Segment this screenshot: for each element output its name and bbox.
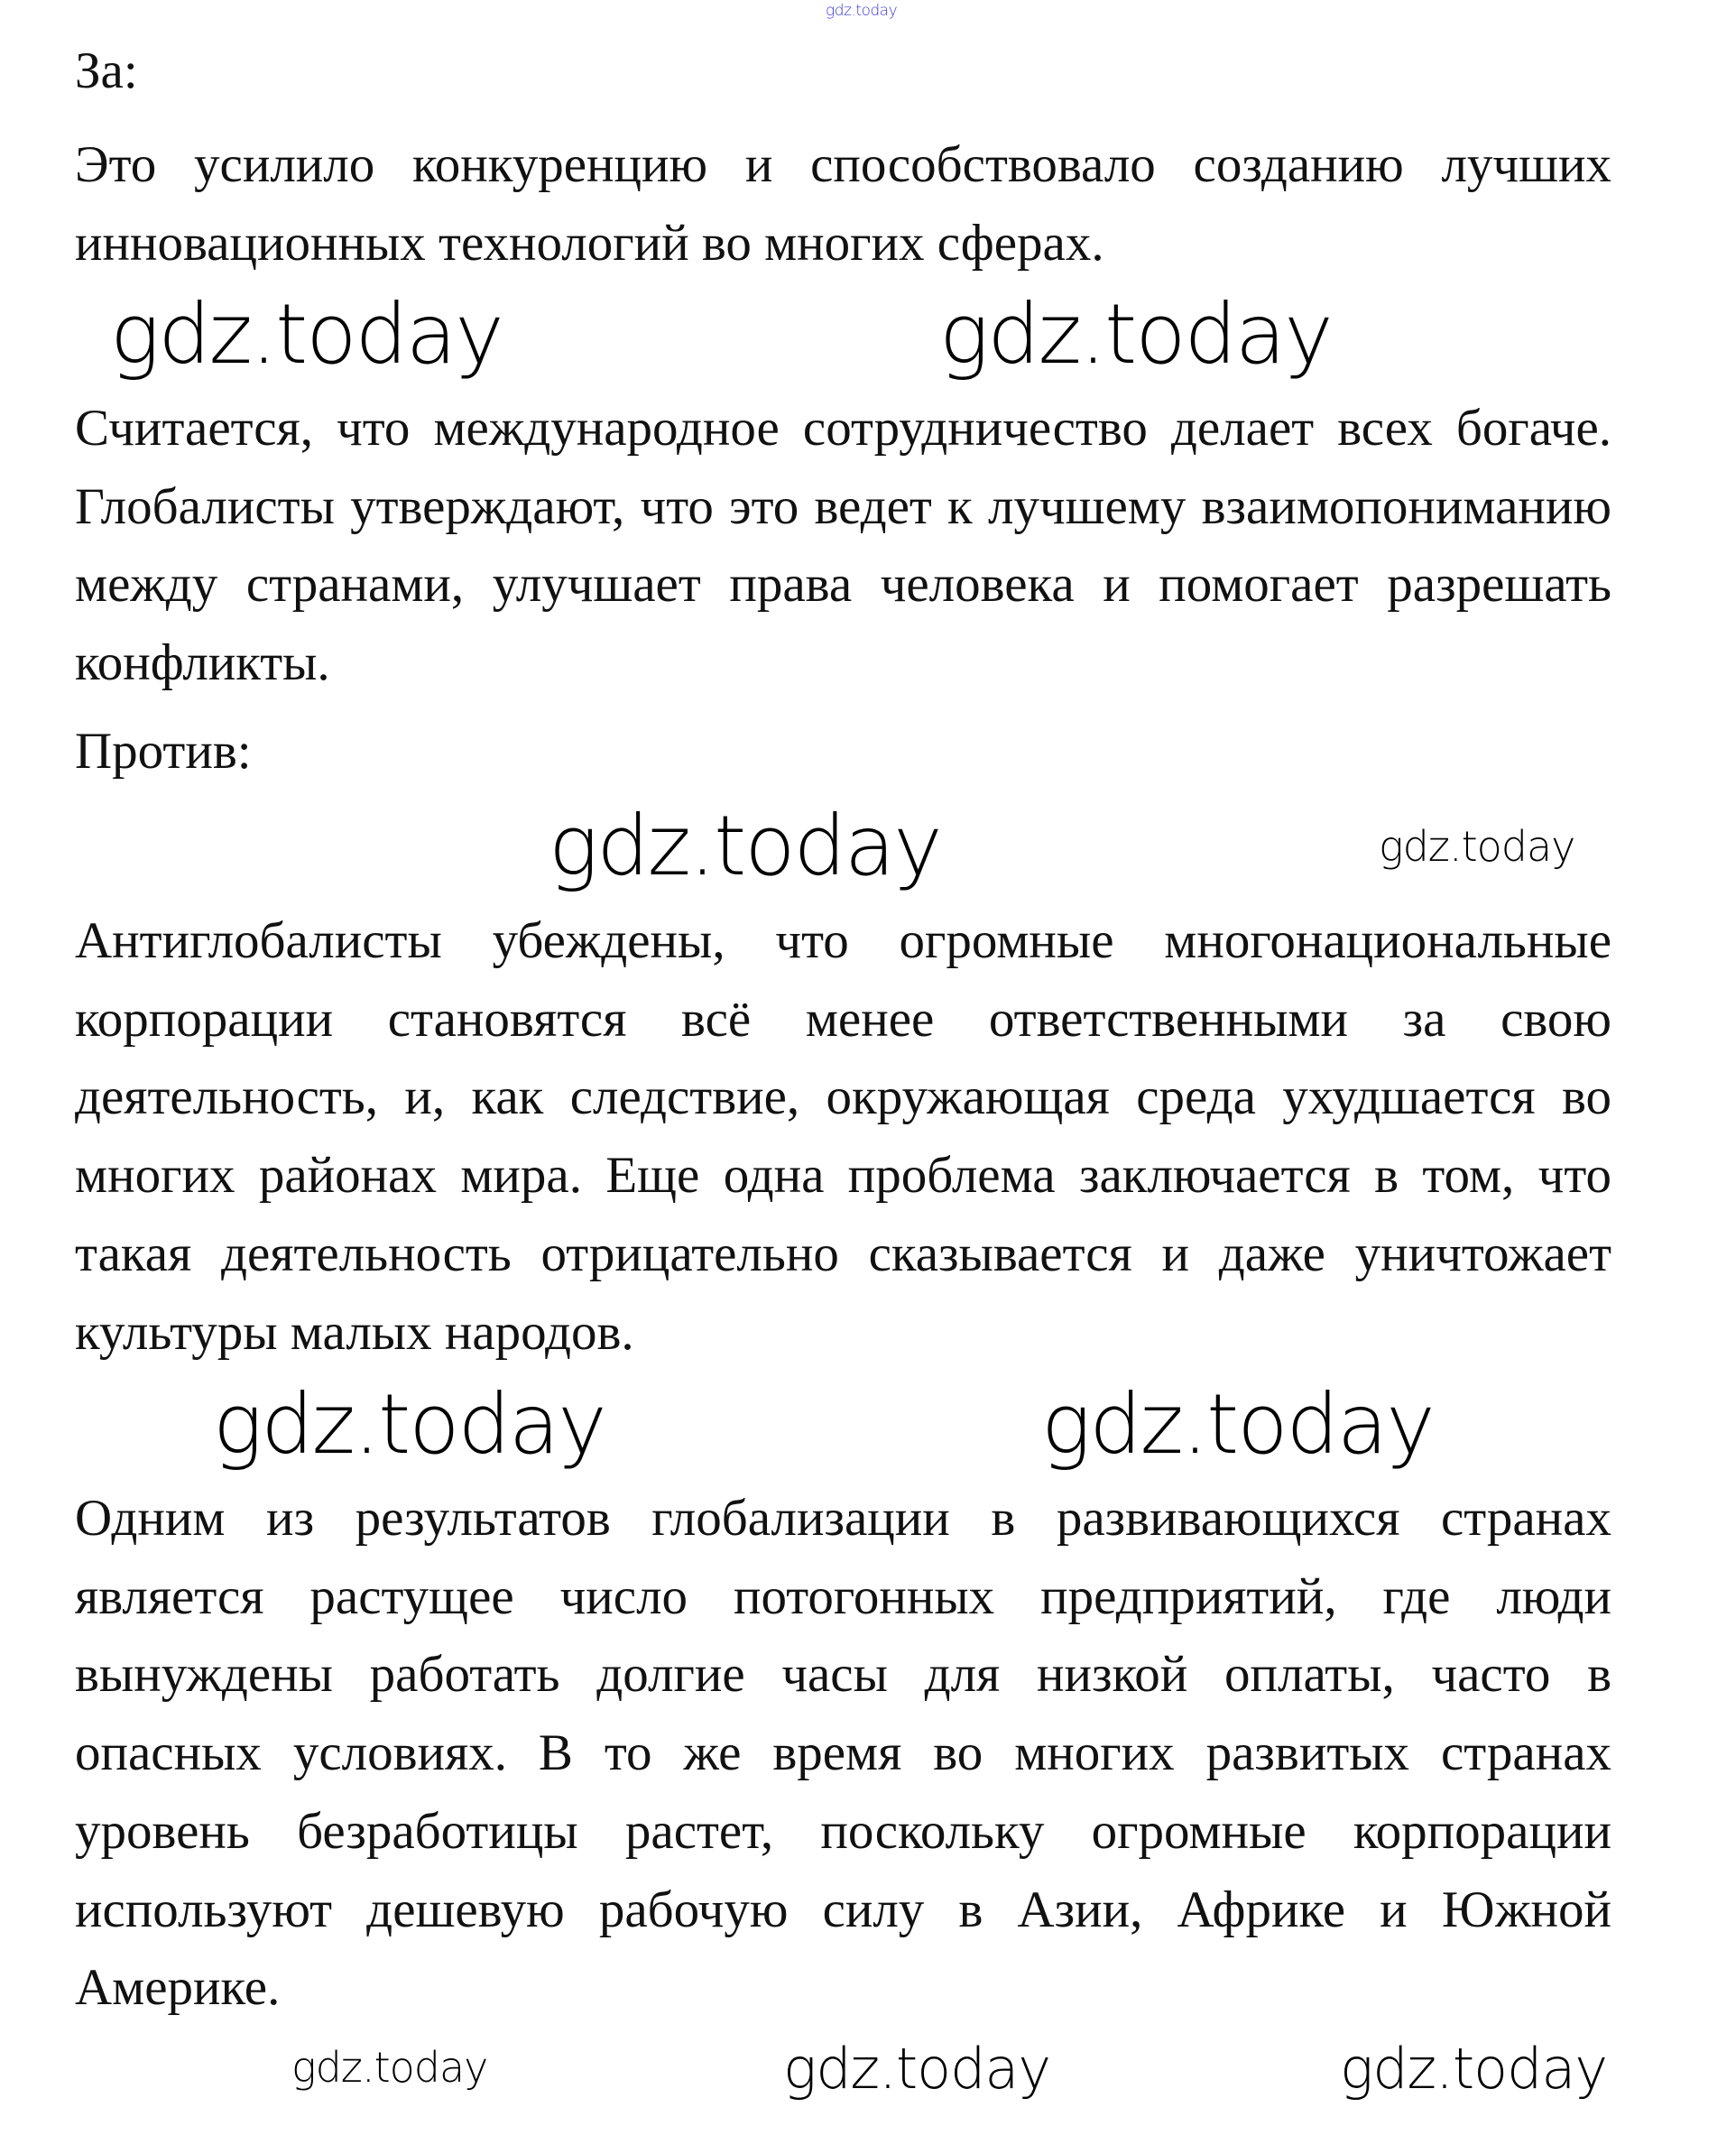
paragraph-against-1: Антиглобалисты убеждены, что огромные многонациональные корпорации становятся всё менее ответственными за свою деятельность, и, как следствие, окружающая среда ухудшается во многих районах мира. Еще одна проблема заключается в том, что такая деятельность отрицательно сказывается и даже уничтожает культуры малых народов. — [75, 912, 1611, 1361]
paragraph-against-2: Одним из результатов глобализации в развивающихся странах является растущее число потогонных предприятий, где люди вынуждены работать долгие часы для низкой оплаты, часто в опасных условиях. В то же время во многих развитых странах уровень безработицы растет, поскольку огромные корпорации используют дешевую рабочую силу в Азии, Африке и Южной Америке. — [75, 1490, 1611, 2017]
watermark: gdz.today — [1379, 822, 1575, 871]
watermark-top: gdz.today — [826, 2, 898, 20]
watermark: gdz.today — [1340, 2036, 1608, 2102]
paragraph-for-2: Считается, что международное сотрудничество делает всех богаче. Глобалисты утверждают, что это ведет к лучшему взаимопониманию между странами, улучшает права человека и помогает разрешать конфликты. — [75, 400, 1611, 692]
watermark: gdz.today — [291, 2043, 488, 2092]
watermark: gdz.today — [783, 2036, 1051, 2102]
watermark: gdz.today — [939, 286, 1332, 383]
heading-against: Против: — [75, 723, 252, 780]
watermark: gdz.today — [1041, 1376, 1434, 1473]
watermark: gdz.today — [549, 798, 941, 894]
watermark: gdz.today — [110, 286, 503, 383]
watermark: gdz.today — [213, 1376, 605, 1473]
heading-for: За: — [75, 42, 138, 99]
paragraph-for-1: Это усилило конкуренцию и способствовало созданию лучших инновационных технологий во многих сферах. — [75, 136, 1611, 272]
